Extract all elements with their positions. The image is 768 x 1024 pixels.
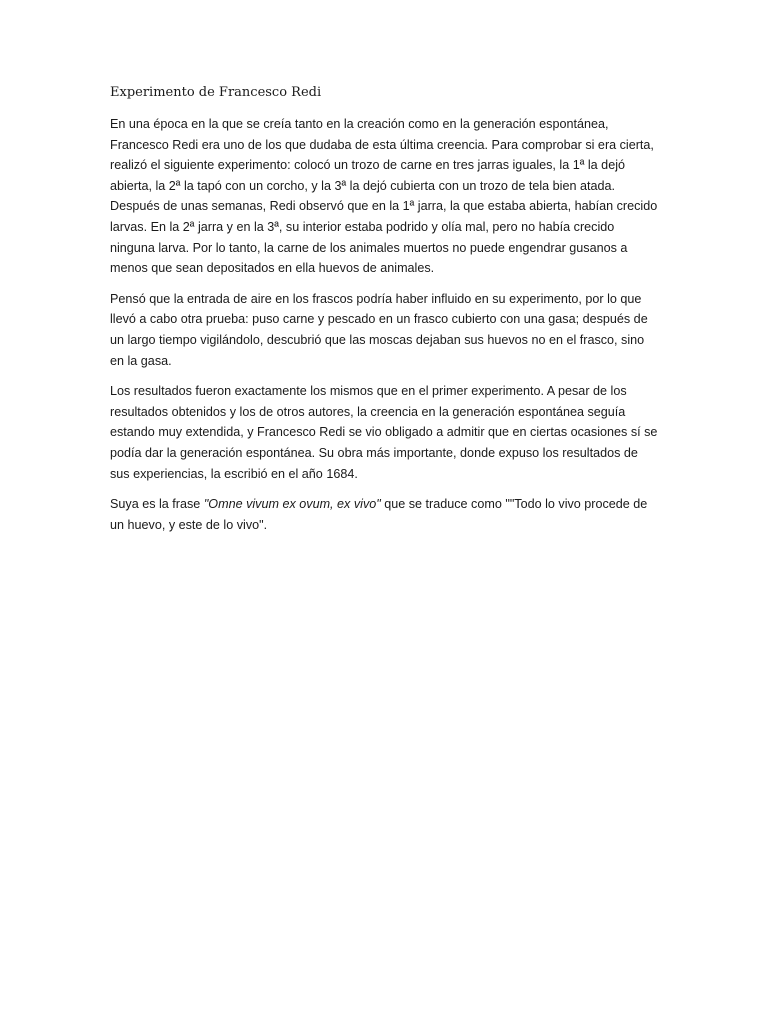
document-page xyxy=(110,84,660,545)
paragraph-1: En una época en la que se creía tanto en la creación como en la generación espontánea, Francesco Redi era uno de los que dudaba de esta última creencia. Para comprobar si era cierta, realizó el siguiente experimento: colocó un trozo de carne en tres jarras iguales, la 1ª la dejó abierta, la 2ª la tapó con un corcho, y la 3ª la dejó cubierta con un trozo de tela bien atada. Después de unas semanas, Redi observó que en la 1ª jarra, la que estaba abierta, habían crecido larvas. En la 2ª jarra y en la 3ª, su interior estaba podrido y olía mal, pero no había crecido ninguna larva. Por lo tanto, la carne de los animales muertos no puede engendrar gusanos a menos que sean depositados en ella huevos de animales. xyxy=(110,117,658,276)
paragraph-4-suffix: que se traduce como ""Todo lo vivo procede de un huevo, y este de lo vivo". xyxy=(110,497,648,532)
paragraph-4-prefix: Suya es la frase xyxy=(110,497,204,512)
paragraph-3: Los resultados fueron exactamente los mismos que en el primer experimento. A pesar de los resultados obtenidos y los de otros autores, la creencia en la generación espontánea seguía estando muy extendida, y Francesco Redi se vio obligado a admitir que en ciertas ocasiones sí se podía dar la generación espontánea. Su obra más importante, donde expuso los resultados de sus experiencias, la escribió en el año 1684. xyxy=(110,384,658,481)
latin-quote: "Omne vivum ex ovum, ex vivo" xyxy=(203,497,381,512)
document-title: Experimento de Francesco Redi xyxy=(110,85,322,100)
paragraph-4 xyxy=(110,494,660,535)
paragraph-2: Pensó que la entrada de aire en los frascos podría haber influido en su experimento, por lo que llevó a cabo otra prueba: puso carne y pescado en un frasco cubierto con una gasa; después de un largo tiempo vigilándolo, descubrió que las moscas dejaban sus huevos no en el frasco, sino en la gasa. xyxy=(110,291,648,368)
